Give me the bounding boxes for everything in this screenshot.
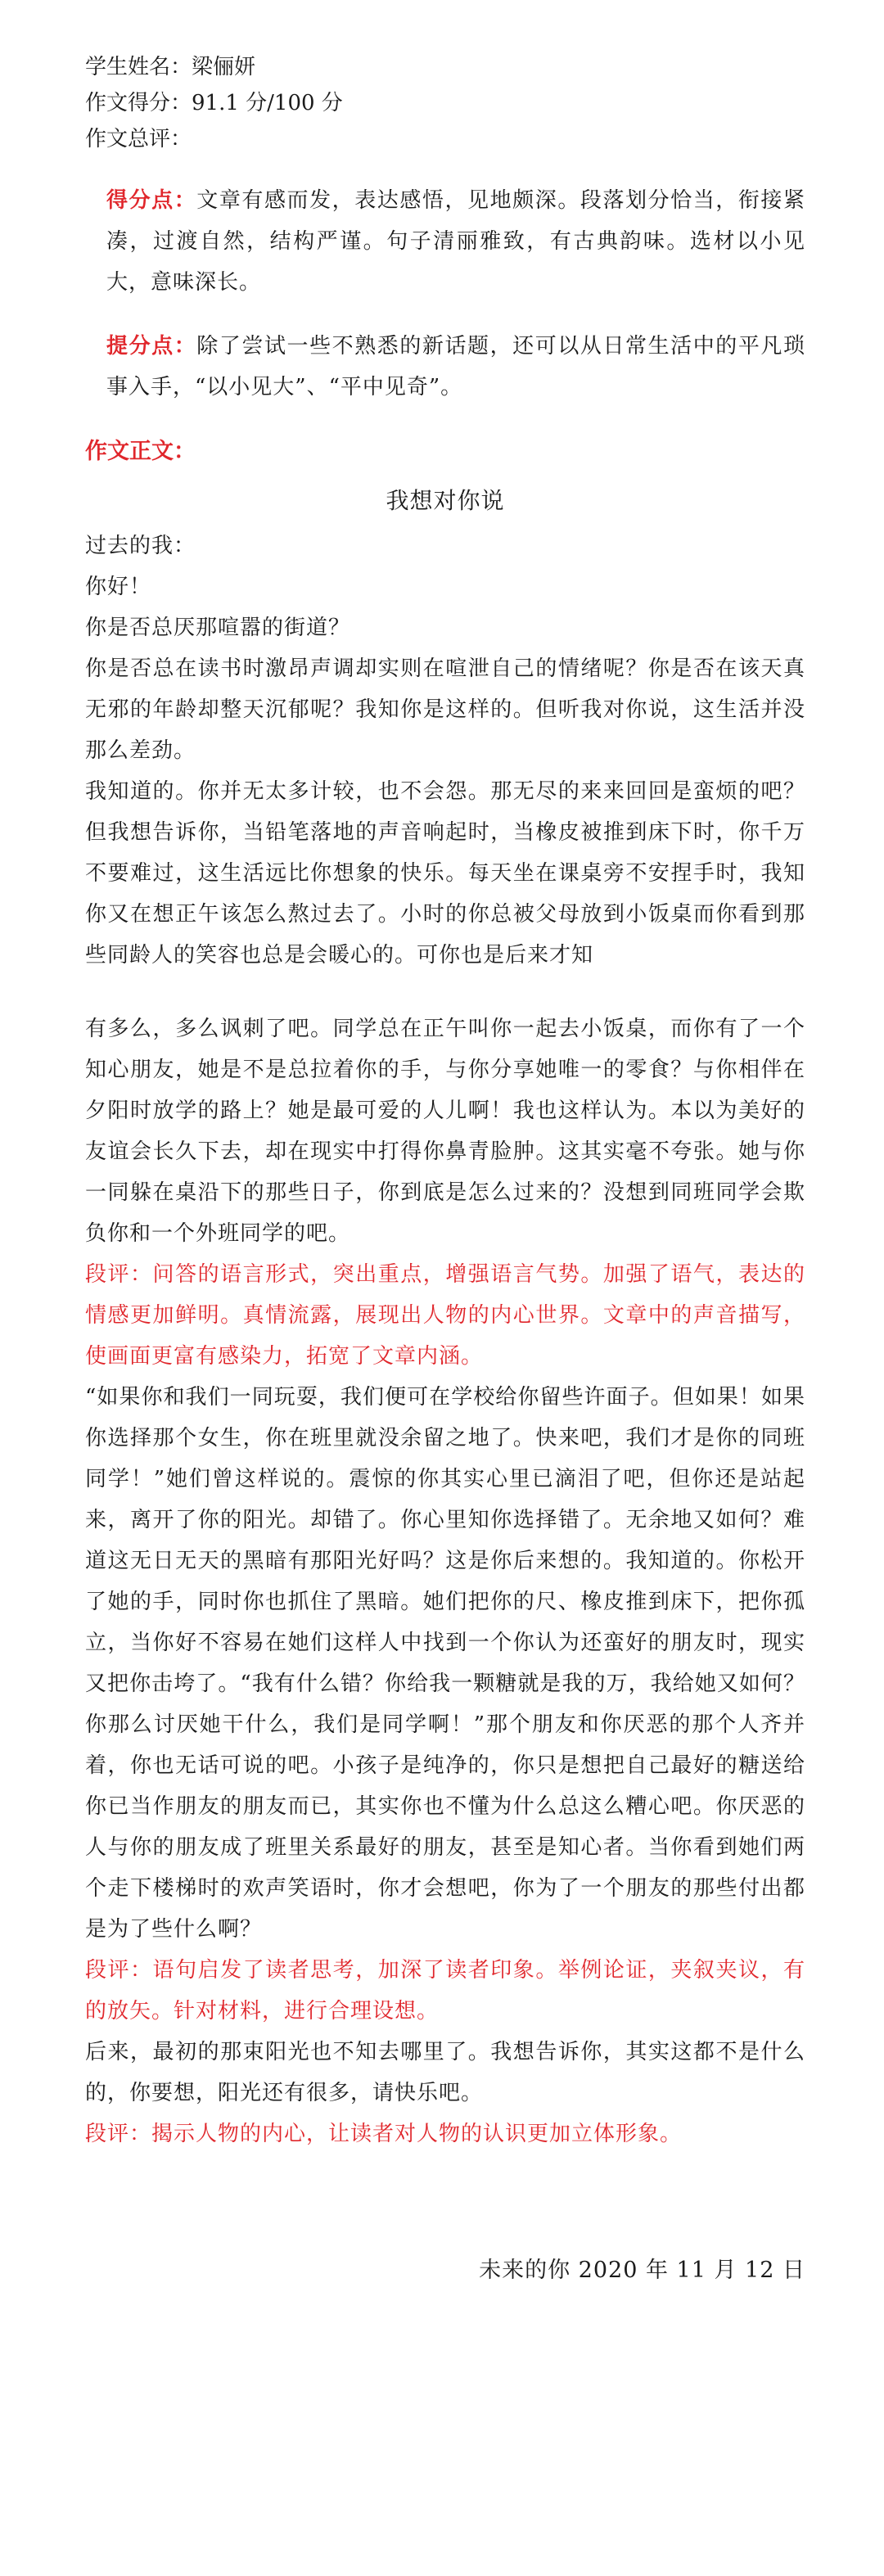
essay-section-label: 作文正文： <box>85 439 196 464</box>
paragraph-comment: 段评：揭示人物的内心，让读者对人物的认识更加立体形象。 <box>85 2122 683 2146</box>
essay-paragraph: 我知道的。你并无太多计较，也不会怨。那无尽的来来回回是蛮烦的吧？但我想告诉你，当铅笔落地的声音响起时，当橡皮被推到床下时，你千万不要难过，这生活远比你想象的快乐。每天坐在课桌旁不安捏手时，我知你又在想正午该怎么熬过去了。小时的你总被父母放到小饭桌而你看到那些同龄人的笑容也总是会暖心的。可你也是后来才知 <box>85 779 805 968</box>
essay-paragraph-greeting: 你好！ <box>85 575 152 599</box>
page-break <box>85 976 805 1008</box>
overall-review-label: 作文总评： <box>85 127 192 151</box>
essay-paragraph: “如果你和我们一同玩耍，我们便可在学校给你留些许面子。但如果！如果你选择那个女生，你在班里就没余留之地了。快来吧，我们才是你的同班同学！”她们曾这样说的。震惊的你其实心里已滴泪了吧，但你还是站起来，离开了你的阳光。却错了。你心里知你选择错了。无余地又如何？难道这无日无天的黑暗有那阳光好吗？这是你后来想的。我知道的。你松开了她的手，同时你也抓住了黑暗。她们把你的尺、橡皮推到床下，把你孤立，当你好不容易在她们这样人中找到一个你认为还蛮好的朋友时，现实又把你击垮了。“我有什么错？你给我一颗糖就是我的万，我给她又如何？你那么讨厌她干什么，我们是同学啊！”那个朋友和你厌恶的那个人齐并着，你也无话可说的吧。小孩子是纯净的，你只是想把自己最好的糖送给你已当作朋友的朋友而已，其实你也不懂为什么总这么糟心吧。你厌恶的人与你的朋友成了班里关系最好的朋友，甚至是知心者。当你看到她们两个走下楼梯时的欢声笑语时，你才会想吧，你为了一个朋友的那些付出都是为了些什么啊？ <box>85 1385 805 1942</box>
merit-key: 得分点： <box>106 188 197 213</box>
paragraph-comment: 段评：语句启发了读者思考，加深了读者印象。举例论证，夹叙夹议，有的放矢。针对材料，进行合理设想。 <box>85 1958 805 2023</box>
improve-block <box>85 326 805 408</box>
essay-title: 我想对你说 <box>386 487 505 514</box>
paragraph-comment: 段评：问答的语言形式，突出重点，增强语言气势。加强了语气，表达的情感更加鲜明。真情流露，展现出人物的内心世界。文章中的声音描写，使画面更富有感染力，拓宽了文章内涵。 <box>85 1262 805 1369</box>
essay-paragraph: 你是否总在读书时激昂声调却实则在喧泄自己的情绪呢？你是否在该天真无邪的年龄却整天沉郁呢？我知你是这样的。但听我对你说，这生活并没那么差劲。 <box>85 656 805 763</box>
merit-text: 文章有感而发，表达感悟，见地颇深。段落划分恰当，衔接紧凑，过渡自然，结构严谨。句子清丽雅致，有古典韵味。选材以小见大，意味深长。 <box>106 188 805 295</box>
signature-date: 未来的你 2020 年 11 月 12 日 <box>479 2258 805 2283</box>
improve-text: 除了尝试一些不熟悉的新话题，还可以从日常生活中的平凡琐事入手，“以小见大”、“平中见奇”。 <box>106 334 805 399</box>
essay-paragraph: 后来，最初的那束阳光也不知去哪里了。我想告诉你，其实这都不是什么的，你要想，阳光还有很多，请快乐吧。 <box>85 2040 805 2105</box>
essay-paragraph-question: 你是否总厌那喧嚣的街道？ <box>85 616 351 640</box>
essay-document <box>85 49 805 2312</box>
improve-paragraph <box>85 326 805 408</box>
student-name: 学生姓名：梁俪妍 <box>85 55 256 79</box>
essay-paragraph: 有多么，多么讽刺了吧。同学总在正午叫你一起去小饭桌，而你有了一个知心朋友，她是不是总拉着你的手，与你分享她唯一的零食？与你相伴在夕阳时放学的路上？她是最可爱的人儿啊！我也这样认为。本以为美好的友谊会长久下去，却在现实中打得你鼻青脸肿。这其实毫不夸张。她与你一同躲在桌沿下的那些日子，你到底是怎么过来的？没想到同班同学会欺负你和一个外班同学的吧。 <box>85 1017 805 1246</box>
improve-key: 提分点： <box>106 334 197 359</box>
essay-paragraph-salutation: 过去的我： <box>85 534 196 558</box>
merit-paragraph <box>85 180 805 303</box>
merit-block <box>85 180 805 303</box>
essay-score: 作文得分：91.1 分/100 分 <box>85 91 343 115</box>
